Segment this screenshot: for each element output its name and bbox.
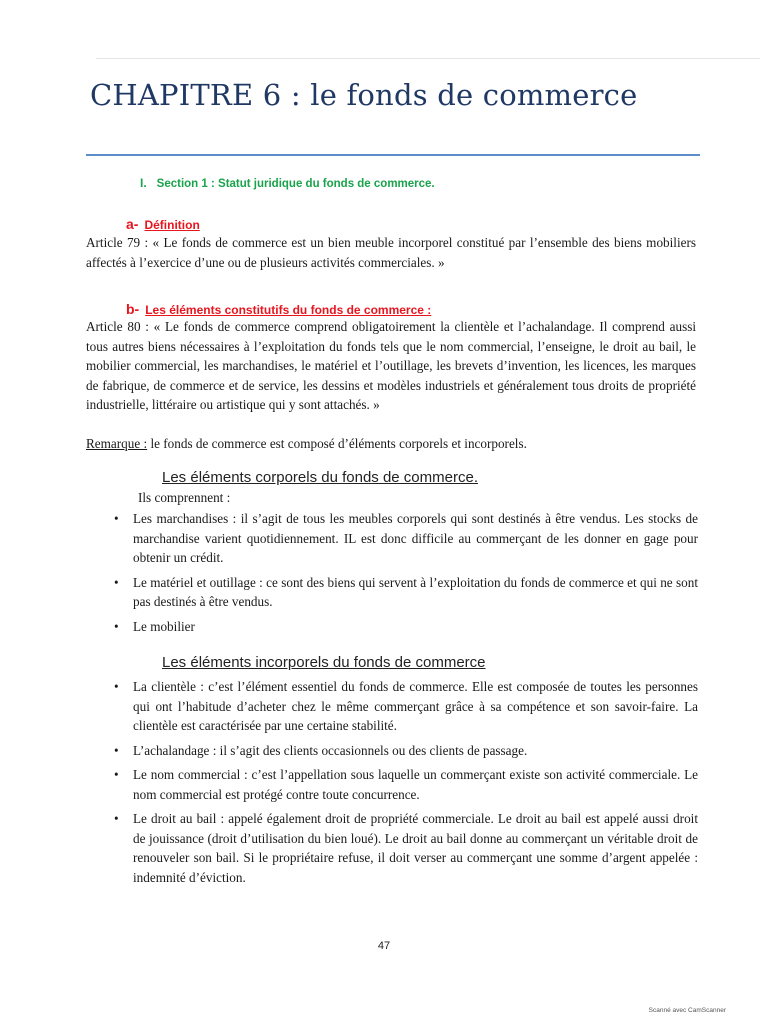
scanner-watermark: Scanné avec CamScanner [648,1007,726,1014]
chapter-title: CHAPITRE 6 : le fonds de commerce [90,78,638,112]
list-item: • Le mobilier [86,617,698,637]
bullet-icon: • [114,811,119,826]
section-number: I. [140,176,147,190]
incorporels-list [86,677,698,892]
remark-label: Remarque : [86,436,148,451]
elements-text: Article 80 : « Le fonds de commerce comprend obligatoirement la clientèle et l’achalandage. Il comprend aussi tous autres biens nécessaires à l’exploitation du fonds tels que le nom commercial, l’enseigne, le droit au bail, le mobilier commercial, les marchandises, le matériel et l’outillage, les brevets d’invention, les licences, les marques de fabrique, de commerce et de service, les dessins et modèles industriels et généralement tous droits de propriété industrielle, littéraire ou artistique qui y sont attachés. » [86,319,696,412]
remark-text: le fonds de commerce est composé d’éléments corporels et incorporels. [147,436,527,451]
list-item: • Les marchandises : il s’agit de tous les meubles corporels qui sont destinés à être vendus. Les stocks de marchandise varient quotidiennement. IL est donc difficile au commerçant de les donner en gage pour obtenir un crédit. [114,511,698,565]
list-item: • L’achalandage : il s’agit des clients occasionnels ou des clients de passage. [86,741,698,761]
definition-text: Article 79 : « Le fonds de commerce est un bien meuble incorporel constitué par l’ensemble des biens mobiliers affectés à l’exercice d’une ou de plusieurs activités commerciales. » [86,235,696,270]
bullet-icon: • [114,574,119,590]
elements-title: Les éléments constitutifs du fonds de commerce : [145,303,432,317]
list-item: • Le nom commercial : c’est l’appellation sous laquelle un commerçant existe son activité commerciale. Le nom commercial est protégé contre toute concurrence. [114,767,698,802]
corporels-heading: Les éléments corporels du fonds de commerce. [162,469,478,486]
elements-heading [126,301,431,317]
list-item: • La clientèle : c’est l’élément essentiel du fonds de commerce. Elle est composée de toutes les personnes qui ont l’habitude d’acheter chez le même commerçant grâce à sa compétence et son savoir-faire. La clientèle est caractérisée par une certaine stabilité. [114,679,698,733]
section-title: Section 1 : Statut juridique du fonds de commerce. [156,178,435,190]
bullet-icon: • [114,742,119,758]
bullet-icon: • [114,767,119,782]
list-item: • Le droit au bail : appelé également droit de propriété commerciale. Le droit au bail est appelé aussi droit de jouissance (droit d’utilisation du bien loué). Le droit au bail donne au commerçant un véritable droit de renouveler son bail. Si le propriétaire refuse, il doit verser au commerçant une somme d’argent appelée : indemnité d’éviction. [114,811,698,885]
corporels-intro: Ils comprennent : [138,490,231,505]
bullet-icon: • [114,511,119,526]
incorporels-heading: Les éléments incorporels du fonds de commerce [162,654,486,671]
bullet-icon: • [114,618,119,634]
elements-letter: b- [126,301,140,317]
bullet-icon: • [114,679,119,694]
title-rule [86,154,700,156]
remark [86,434,696,454]
top-rule [96,58,760,59]
corporels-list [86,509,698,641]
definition-letter: a- [126,216,139,232]
definition-title: Définition [144,218,200,232]
section-heading [140,176,435,190]
page-number: 47 [377,940,391,952]
definition-heading [126,216,200,232]
list-item: • Le matériel et outillage : ce sont des biens qui servent à l’exploitation du fonds de commerce et qui ne sont pas destinés à être vendus. [114,574,698,609]
